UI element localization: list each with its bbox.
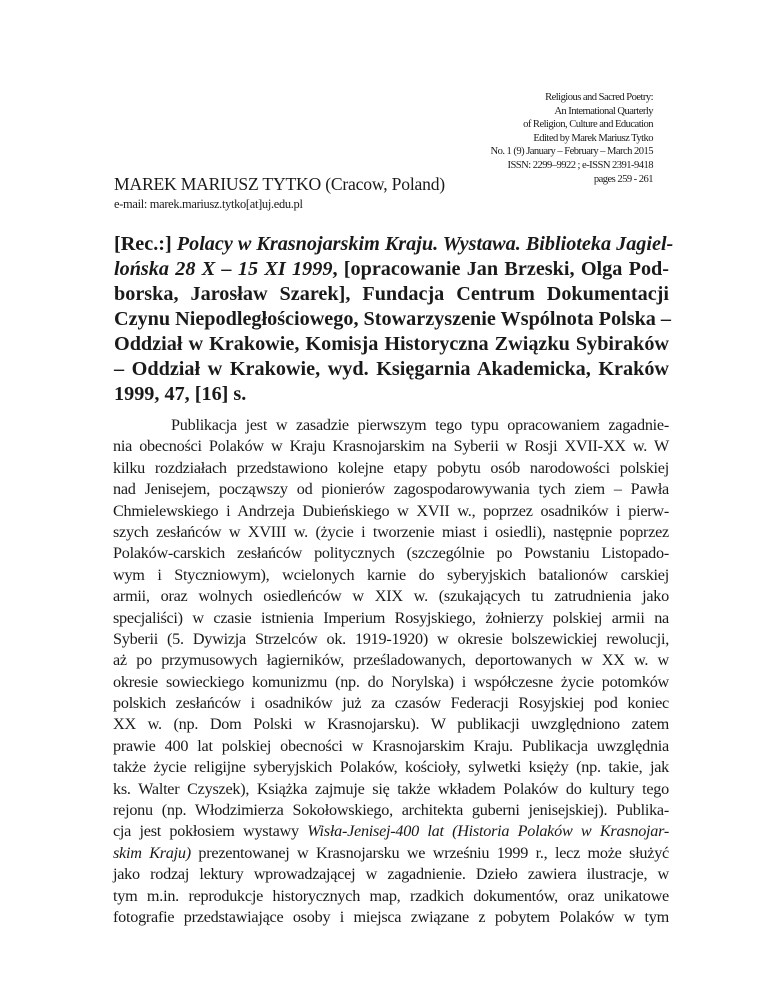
title-line: 1999, 47, [16] s.	[114, 383, 247, 405]
body-line: XX w. (np. Dom Polski w Krasnojarsku). W publikacji uwzględniono zatem	[113, 715, 669, 734]
body-line: okresie sowieckiego komunizmu (np. do Norylska) i współczesne życie potomków	[113, 672, 669, 691]
body-text-run: prezentowanej w Krasnojarsku we wrześniu 1999 r., lecz może służyć	[190, 843, 669, 862]
title-prefix: [Rec.:]	[114, 233, 172, 255]
body-line: aż po przymusowych łagierników, prześladowanych, deportowanych w XX w. w	[113, 651, 669, 670]
body-paragraph	[113, 415, 669, 928]
body-line	[113, 843, 669, 864]
journal-editor-line: Edited by Marek Mariusz Tytko	[533, 132, 653, 144]
body-line: Syberii (5. Dywizja Strzelców ok. 1919-1920) w okresie bolszewickiej rewolucji,	[113, 629, 669, 648]
body-text-run: cja jest pokłosiem wystawy	[113, 822, 308, 841]
author-email: e-mail: marek.mariusz.tytko[at]uj.edu.pl	[114, 197, 303, 211]
body-line: także życie religijne syberyjskich Polaków, kościoły, sylwetki księży (np. takie, jak	[113, 758, 669, 777]
title-italic-part: lońska 28 X – 15 XI 1999	[114, 258, 333, 280]
author-name: MAREK MARIUSZ TYTKO (Cracow, Poland)	[114, 174, 445, 194]
title-line	[114, 232, 674, 257]
title-line: borska, Jarosław Szarek], Fundacja Centrum Dokumentacji	[114, 283, 669, 305]
title-italic-part: Polacy w Krasnojarskim Kraju. Wystawa. Biblioteka Jagiel-	[176, 233, 674, 255]
body-line: szych zesłańców w XVIII w. (życie i tworzenie miast i osiedli), następnie poprzez	[113, 522, 669, 541]
body-line: polskich zesłańców i osadników już za czasów Federacji Rosyjskiej pod koniec	[113, 694, 669, 713]
exhibition-title-italic: skim Kraju)	[113, 843, 191, 862]
journal-issue-line: No. 1 (9) January – February – March 2015	[490, 146, 653, 158]
title-text: , [opracowanie Jan Brzeski, Olga Pod-	[332, 258, 669, 280]
body-line: ks. Walter Czyszek), Książka zajmuje się także wkładem Polaków do kultury tego	[113, 779, 669, 798]
journal-title-line: Religious and Sacred Poetry:	[545, 92, 653, 103]
exhibition-title-italic: Wisła-Jenisej-400 lat (Historia Polaków w Krasnojar-	[307, 822, 670, 841]
title-line: Oddział w Krakowie, Komisja Historyczna Związku Sybiraków	[114, 333, 669, 355]
journal-issn-line: ISSN: 2299–9922 ; e-ISSN 2391-9418	[507, 159, 653, 171]
body-line	[113, 821, 669, 842]
journal-subtitle-line: An International Quarterly	[554, 105, 653, 117]
body-line: specjaliści) w czasie istnienia Imperium Rosyjskiego, żołnierzy polskiej armii na	[113, 608, 669, 627]
title-line: – Oddział w Krakowie, wyd. Księgarnia Akademicka, Kraków	[114, 358, 669, 380]
title-line	[114, 257, 669, 282]
body-line: wym i Styczniowym), wcielonych karnie do syberyjskich batalionów carskiej	[113, 565, 669, 584]
body-line: nia obecności Polaków w Kraju Krasnojarskim na Syberii w Rosji XVII-XX w. W	[113, 437, 669, 456]
body-line: nad Jenisejem, począwszy od pionierów zagospodarowywania tych ziem – Pawła	[113, 480, 669, 499]
body-line: tym m.in. reprodukcje historycznych map, rzadkich dokumentów, oraz unikatowe	[113, 886, 669, 905]
body-line: Publikacja jest w zasadzie pierwszym tego typu opracowaniem zagadnie-	[171, 416, 669, 434]
body-line: kilku rozdziałach przedstawiono kolejne etapy pobytu osób narodowości polskiej	[113, 458, 669, 477]
body-line: Chmielewskiego i Andrzeja Dubieńskiego w XVII w., poprzez osadników i pierw-	[113, 501, 669, 520]
body-line: prawie 400 lat polskiej obecności w Krasnojarskim Kraju. Publikacja uwzględnia	[113, 736, 669, 755]
body-line: rejonu (np. Włodzimierza Sokołowskiego, architekta guberni jenisejskiej). Publika-	[113, 801, 669, 820]
body-line: jako rodzaj lektury wprowadzającej w zagadnienie. Dzieło zawiera ilustracje, w	[113, 865, 669, 884]
review-title	[114, 232, 674, 407]
journal-info	[491, 91, 654, 186]
body-line: Polaków-carskich zesłańców politycznych (szczególnie po Powstaniu Listopado-	[113, 544, 669, 563]
title-line: Czynu Niepodległościowego, Stowarzyszenie Wspólnota Polska –	[114, 308, 672, 330]
journal-pages-line: pages 259 - 261	[593, 173, 653, 185]
body-line: fotografie przedstawiające osoby i miejsca związane z pobytem Polaków w tym	[113, 907, 669, 926]
journal-subject-line: of Religion, Culture and Education	[523, 119, 653, 131]
body-line: armii, oraz wolnych osiedleńców w XIX w. (szukających tu zatrudnienia jako	[113, 587, 669, 606]
